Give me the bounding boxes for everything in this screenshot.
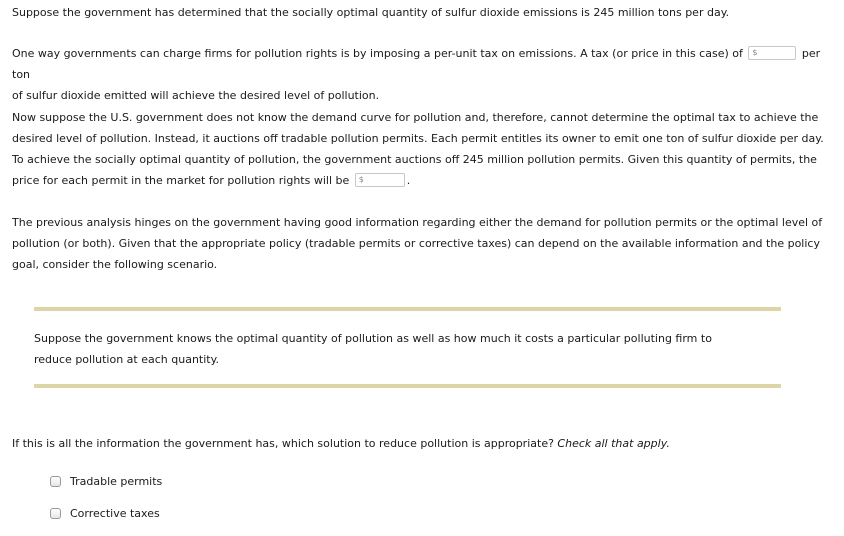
tax-text-before: One way governments can charge firms for pollution rights is by imposing a per-unit tax on emissions. A tax (or price in this case) of bbox=[12, 47, 743, 60]
permit-paragraph bbox=[12, 107, 836, 191]
permit-price-input[interactable] bbox=[355, 173, 405, 187]
analysis-paragraph: The previous analysis hinges on the government having good information regarding either the demand for pollution permits or the optimal level of pollution (or both). Given that the appropriate policy (tradable permits or corrective taxes) can depend on the available information and the policy goal, consider the following scenario. bbox=[12, 216, 823, 271]
scenario-bottom-divider bbox=[34, 384, 781, 388]
question-text: If this is all the information the government has, which solution to reduce pollution is appropriate? bbox=[12, 437, 554, 450]
checkbox-corrective-taxes[interactable] bbox=[50, 508, 61, 519]
answer-options bbox=[50, 472, 162, 536]
option-label[interactable]: Tradable permits bbox=[70, 474, 163, 488]
permit-text: Now suppose the U.S. government does not know the demand curve for pollution and, therefore, cannot determine the optimal tax to achieve the desired level of pollution. Instead, it auctions off tradable pollution permits. Each permit entitles its owner to emit one ton of sulfur dioxide per day. To achieve the socially optimal quantity of pollution, the government auctions off 245 million pollution permits. Given this quantity of permits, the price for each permit in the market for pollution rights will be bbox=[12, 111, 824, 187]
option-corrective-taxes[interactable] bbox=[50, 504, 162, 522]
checkbox-tradable-permits[interactable] bbox=[50, 476, 61, 487]
dollar-sign-icon: $ bbox=[358, 175, 364, 184]
permit-text-end: . bbox=[406, 174, 411, 187]
tax-paragraph bbox=[12, 43, 836, 106]
option-label[interactable]: Corrective taxes bbox=[70, 506, 160, 520]
dollar-sign-icon: $ bbox=[752, 48, 758, 57]
scenario-box bbox=[34, 307, 781, 389]
question-instruction: Check all that apply. bbox=[557, 437, 670, 450]
intro-paragraph: Suppose the government has determined that the socially optimal quantity of sulfur dioxide emissions is 245 million tons per day. bbox=[12, 6, 730, 19]
tax-text-per-ton: per ton bbox=[12, 47, 821, 81]
scenario-top-divider bbox=[34, 307, 781, 311]
question-paragraph bbox=[12, 433, 836, 454]
tax-amount-input[interactable] bbox=[748, 46, 796, 60]
option-tradable-permits[interactable] bbox=[50, 472, 162, 490]
scenario-text: Suppose the government knows the optimal quantity of pollution as well as how much it costs a particular polluting firm to reduce pollution at each quantity. bbox=[34, 332, 712, 366]
tax-text-after: of sulfur dioxide emitted will achieve the desired level of pollution. bbox=[12, 89, 380, 102]
